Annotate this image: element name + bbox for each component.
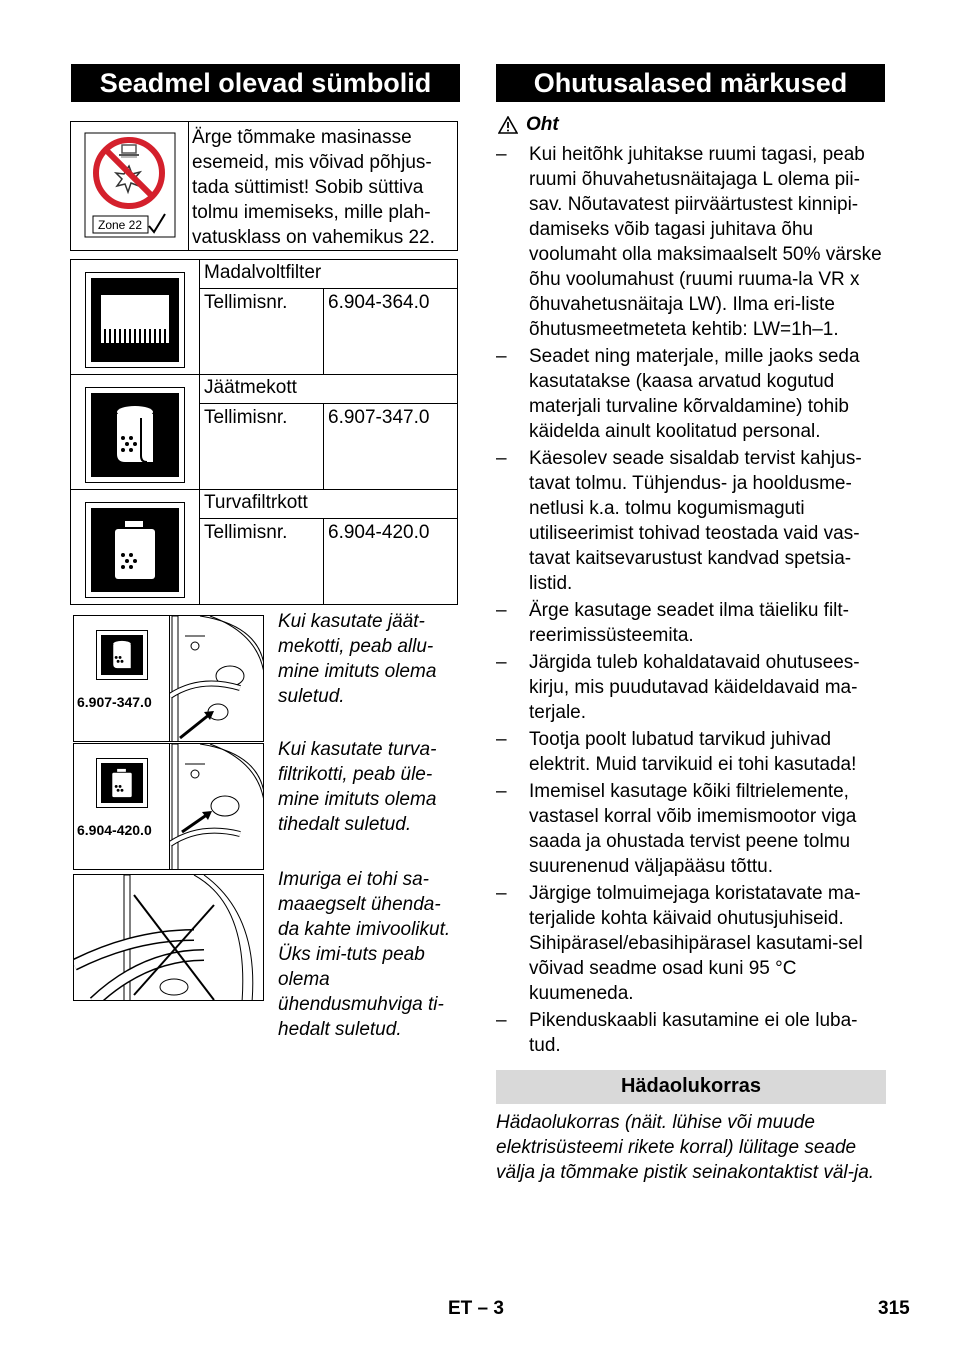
bullet-dash: – — [496, 781, 507, 802]
accessory-icon-cell — [71, 260, 200, 375]
accessory-icon-cell — [71, 375, 200, 490]
bullet-dash: – — [496, 883, 507, 904]
bullet-dash: – — [496, 448, 507, 469]
zone-label: Zone 22 — [98, 218, 143, 232]
warning-triangle-icon — [498, 116, 518, 134]
figure-code: 6.907-347.0 — [77, 694, 152, 710]
list-item: – Pikenduskaabli kasutamine ei ole luba-tud. — [496, 1010, 858, 1056]
waste-bag-icon — [107, 638, 137, 672]
accessory-name: Jäätmekott — [200, 375, 458, 404]
list-item: – Seadet ning materjale, mille jaoks seda kasutatakse (kaasa arvatud kogutud materjali turvaline kõrvaldamine) tohib käidelda ainult koolitatud personal. — [496, 346, 860, 442]
order-number: 6.907-347.0 — [324, 404, 458, 490]
order-number: 6.904-364.0 — [324, 289, 458, 375]
accessory-icon-cell — [71, 490, 200, 605]
section-title-symbols: Seadmel olevad sümbolid — [71, 64, 460, 102]
emergency-heading: Hädaolukorras — [496, 1070, 886, 1104]
bullet-dash: – — [496, 652, 507, 673]
bullet-dash: – — [496, 346, 507, 367]
no-ignition-zone22-icon — [71, 122, 188, 250]
hose-note: Imuriga ei tohi sa-maaegselt ühenda-da kahte imivoolikut. Üks imi-tuts peab olema ühendusmuhviga ti-hedalt suletud. — [278, 869, 451, 1040]
list-item: – Kui heitõhk juhitakse ruumi tagasi, peab ruumi õhuvahetusnäitajaga L olema pii-sav. Nõutavatest piirväärtustest kinnipi-damiseks võib tagasi juhitava õhu voolumaht olla maksimaalselt 50% värske õhu voolumahust (ruumi ruuma-la VR x õhuvahetusnäitaja LW). Ilma eri-liste õhutusmeetmeteta kehtib: LW=1h–1. — [496, 144, 882, 340]
footer-language-page: ET – 3 — [448, 1298, 504, 1319]
figure-safety-filter-bag — [73, 743, 264, 870]
order-label: Tellimisnr. — [200, 404, 324, 490]
symbol-description: Ärge tõmmake masinasse esemeid, mis võivad põhjus-tada süttimist! Sobib süttiva tolmu imemiseks, mille plah-vatusklass on vahemikus 22. — [192, 127, 435, 248]
vacuum-port-drawing — [170, 744, 264, 870]
list-item: – Ärge kasutage seadet ilma täieliku filt-reerimissüsteemita. — [496, 600, 849, 646]
order-number: 6.904-420.0 — [324, 519, 458, 605]
figure-caption: Kui kasutate jäät-mekotti, peab allu-mine imituts olema suletud. — [278, 611, 437, 707]
list-item: – Järgida tuleb kohaldatavaid ohutusees-kirju, mis puudutavad käideldavaid ma-terjale. — [496, 652, 860, 723]
accessories-table — [70, 259, 458, 605]
figure-two-hoses-forbidden — [73, 874, 264, 1001]
crossed-out-hoses-drawing — [74, 875, 264, 1001]
list-item: – Tootja poolt lubatud tarvikud juhivad elektrit. Muid tarvikuid ei tohi kasutada! — [496, 729, 857, 775]
bullet-dash: – — [496, 600, 507, 621]
accessory-name: Madalvoltfilter — [200, 260, 458, 289]
list-item: – Käesolev seade sisaldab tervist kahjus-tavat tolmu. Tühjendus- ja hooldusme-netlusi k.a. tolmu kogumismaguti utiliseerimist tohivad teostada vaid vas-tavat kaitsevarustust kandvad spetsia-listid. — [496, 448, 862, 594]
page-number: 315 — [878, 1298, 910, 1319]
figure-waste-bag — [73, 615, 264, 742]
bullet-dash: – — [496, 729, 507, 750]
section-title-safety: Ohutusalased märkused — [496, 64, 885, 102]
danger-heading — [498, 114, 559, 136]
bullet-dash: – — [496, 1010, 507, 1031]
symbol-box — [70, 121, 458, 251]
figure-caption: Kui kasutate turva-filtrikotti, peab üle-mine imituts olema tihedalt suletud. — [278, 739, 437, 835]
list-item: – Järgige tolmuimejaga koristatavate ma-terjalide kohta käivaid ohutusjuhiseid. Sihipärasel/ebasihipärasel kasutami-sel võivad seadme osad kuni 95 °C kuumeneda. — [496, 883, 863, 1004]
low-voltage-filter-icon — [95, 285, 175, 355]
emergency-text: Hädaolukorras (näit. lühise või muude elektrisüsteemi rikete korral) lülitage seade välja ja tõmmake pistik seinakontaktist väl-ja. — [496, 1112, 875, 1183]
safety-notes-list — [496, 142, 888, 1060]
safety-filter-bag-icon — [105, 515, 165, 585]
safety-filter-bag-icon — [107, 766, 137, 800]
hose-note-start — [278, 867, 458, 1042]
order-label: Tellimisnr. — [200, 289, 324, 375]
order-label: Tellimisnr. — [200, 519, 324, 605]
danger-label: Oht — [526, 114, 559, 135]
accessory-name: Turvafiltrkott — [200, 490, 458, 519]
figure-code: 6.904-420.0 — [77, 822, 152, 838]
waste-bag-icon — [105, 400, 165, 470]
symbol-icon-cell — [71, 122, 189, 250]
vacuum-port-drawing — [170, 616, 264, 742]
list-item: – Imemisel kasutage kõiki filtrielemente, vastasel korral võib imemismootor viga saada ja ohustada tervist peene tolmu suurenenud väljapääsu tõttu. — [496, 781, 857, 877]
bullet-dash: – — [496, 144, 507, 165]
